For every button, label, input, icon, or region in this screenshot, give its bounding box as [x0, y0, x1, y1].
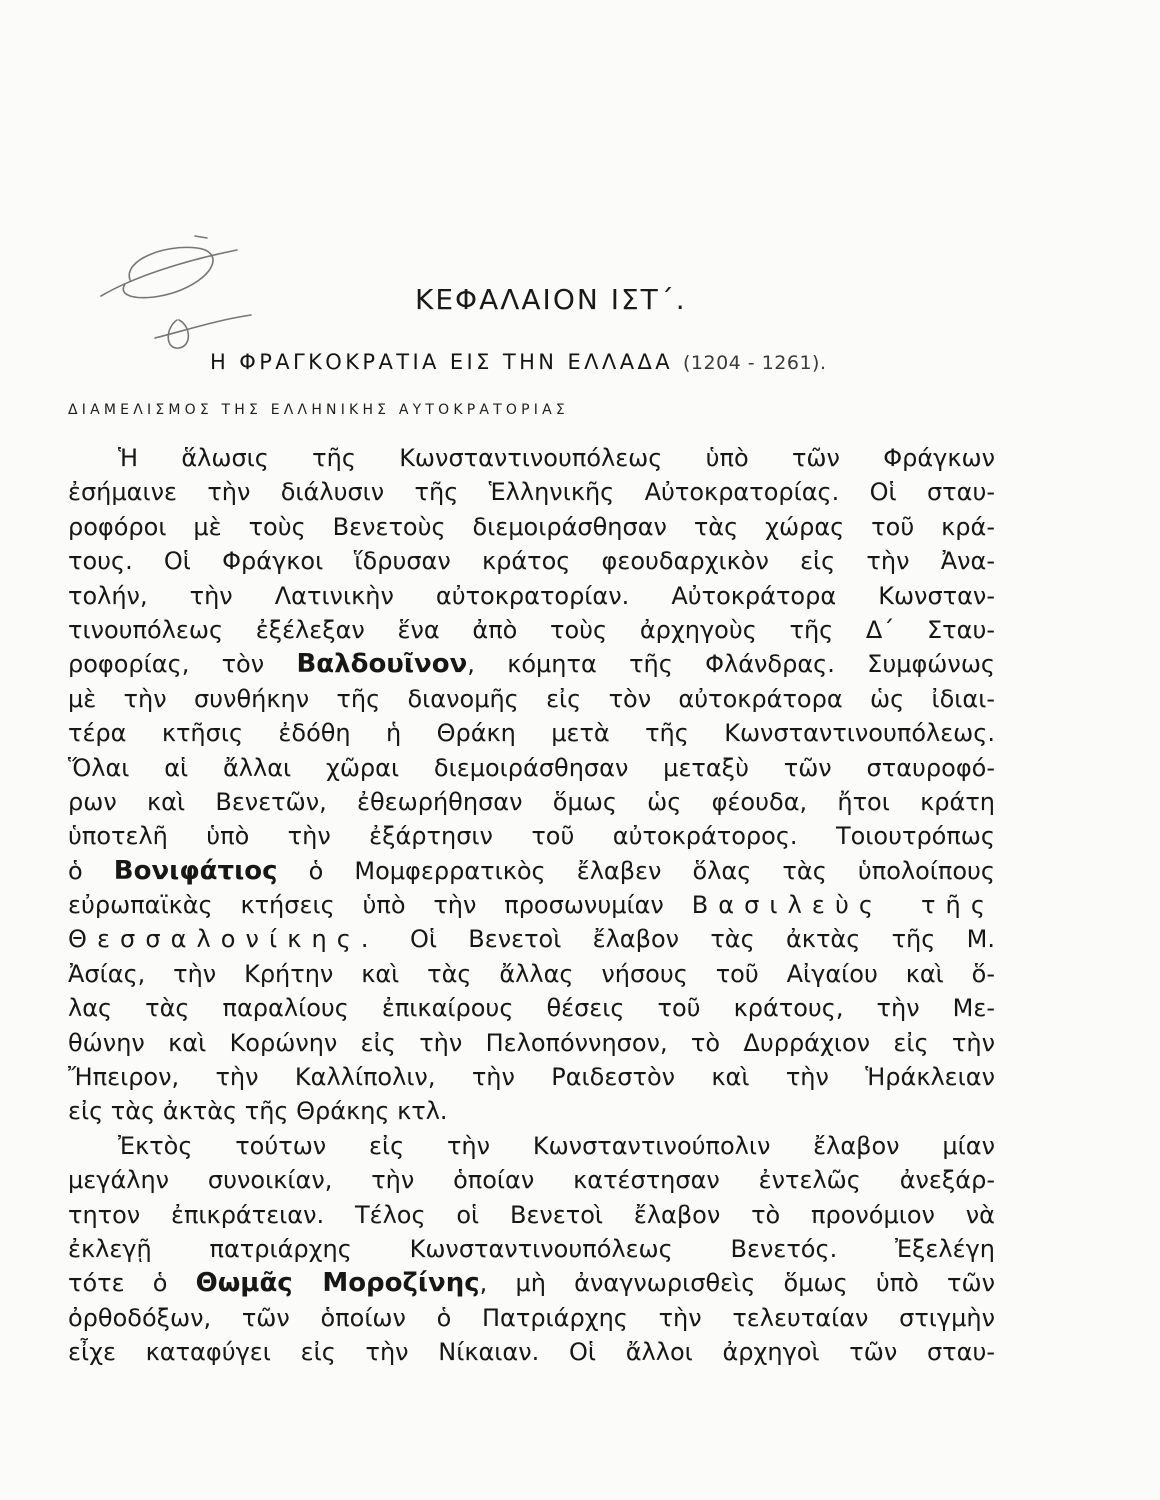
text-line: εἶχε καταφύγει εἰς τὴν Νίκαιαν. Οἱ ἄλλοι ἀρχηγοὶ τῶν σταυ- [68, 1338, 995, 1367]
text-line: τητον ἐπικράτειαν. Τέλος οἱ Βενετοὶ ἔλαβον τὸ προνόμιον νὰ [68, 1200, 995, 1229]
text-segment: ὁ Μομφερρατικὸς ἔλαβεν ὅλας τὰς ὑπολοίπους [277, 856, 995, 885]
text-segment: εὐρωπαϊκὰς κτήσεις ὑπὸ τὴν προσωνυμίαν [68, 891, 692, 920]
text-line: τινουπόλεως ἐξέλεξαν ἕνα ἀπὸ τοὺς ἀρχηγοὺς τῆς Δ΄ Σταυ- [68, 615, 995, 644]
text-line: τολήν, τὴν Λατινικὴν αὐτοκρατορίαν. Αὐτοκράτορα Κωνσταν- [68, 581, 995, 610]
text-line [68, 888, 995, 922]
text-line: Ἡ ἅλωσις τῆς Κωνσταντινουπόλεως ὑπὸ τῶν Φράγκων [118, 444, 995, 472]
text-line: τέρα κτῆσις ἐδόθη ἡ Θράκη μετὰ τῆς Κωνσταντινουπόλεως. [68, 719, 995, 748]
text-line: τους. Οἱ Φράγκοι ἵδρυσαν κράτος φεουδαρχικὸν εἰς τὴν Ἀνα- [68, 547, 995, 576]
text-segment: τότε ὁ [68, 1269, 196, 1298]
paragraph [68, 441, 995, 1129]
emphasized-name: Θωμᾶς Μοροζίνης [195, 1268, 480, 1299]
spaced-text: Θεσσαλονίκης. [68, 925, 379, 954]
text-line: Ἐκτὸς τούτων εἰς τὴν Κωνσταντινούπολιν ἔλαβον μίαν [118, 1131, 995, 1160]
text-line [68, 647, 995, 681]
text-segment: , μὴ ἀναγνωρισθεὶς ὅμως ὑπὸ τῶν [479, 1269, 995, 1298]
paragraph [68, 1129, 995, 1370]
text-line: Ἤπειρον, τὴν Καλλίπολιν, τὴν Ραιδεστὸν καὶ τὴν Ἡράκλειαν [68, 1063, 995, 1092]
chapter-subtitle [210, 350, 827, 374]
text-segment: Οἱ Βενετοὶ ἔλαβον τὰς ἀκτὰς τῆς Μ. [378, 925, 995, 954]
text-line: ρων καὶ Βενετῶν, ἐθεωρήθησαν ὅμως ὡς φέουδα, ἤτοι κράτη [68, 787, 995, 816]
text-line: λας τὰς παραλίους ἐπικαίρους θέσεις τοῦ κράτους, τὴν Με- [68, 994, 995, 1023]
text-line: εἰς τὰς ἀκτὰς τῆς Θράκης κτλ. [68, 1097, 448, 1126]
text-line: ἐκλεγῇ πατριάρχης Κωνσταντινουπόλεως Βενετός. Ἐξελέγη [68, 1234, 995, 1263]
subtitle-dates: (1204 - 1261). [683, 352, 827, 374]
text-line: Ὅλαι αἱ ἄλλαι χῶραι διεμοιράσθησαν μεταξὺ τῶν σταυροφό- [68, 753, 995, 782]
text-line: θώνην καὶ Κορώνην εἰς τὴν Πελοπόννησον, τὸ Δυρράχιον εἰς τὴν [68, 1028, 995, 1057]
text-line [68, 922, 995, 956]
text-line: ὀρθοδόξων, τῶν ὁποίων ὁ Πατριάρχης τὴν τελευταίαν στιγμὴν [68, 1303, 995, 1332]
text-line: Ἀσίας, τὴν Κρήτην καὶ τὰς ἄλλας νήσους τοῦ Αἰγαίου καὶ ὅ- [68, 959, 995, 988]
emphasized-name: Βαλδουῖνον [296, 649, 468, 680]
text-line [68, 1266, 995, 1300]
chapter-title: ΚΕΦΑΛΑΙΟΝ ΙΣΤ΄. [415, 283, 687, 316]
section-heading: ΔΙΑΜΕΛΙΣΜΟΣ ΤΗΣ ΕΛΛΗΝΙΚΗΣ ΑΥΤΟΚΡΑΤΟΡΙΑΣ [68, 402, 569, 418]
text-segment: ροφορίας, τὸν [68, 650, 297, 679]
text-segment: ὁ [68, 856, 114, 885]
text-line: ὑποτελῆ ὑπὸ τὴν ἐξάρτησιν τοῦ αὐτοκράτορος. Τοιουτρόπως [68, 822, 995, 851]
emphasized-name: Βονιφάτιος [113, 855, 278, 886]
text-line [68, 854, 995, 888]
text-line: ἐσήμαινε τὴν διάλυσιν τῆς Ἑλληνικῆς Αὐτοκρατορίας. Οἱ σταυ- [68, 478, 995, 507]
subtitle-text: Η ΦΡΑΓΚΟΚΡΑΤΙΑ ΕΙΣ ΤΗΝ ΕΛΛΑΔΑ [210, 350, 673, 374]
handwritten-pencil-mark [95, 220, 265, 360]
spaced-text: Βασιλεὺς τῆς [691, 891, 995, 920]
text-line: μὲ τὴν συνθήκην τῆς διανομῆς εἰς τὸν αὐτοκράτορα ὡς ἰδιαι- [68, 684, 995, 713]
body-text [68, 441, 995, 1370]
text-line: ροφόροι μὲ τοὺς Βενετοὺς διεμοιράσθησαν τὰς χώρας τοῦ κρά- [68, 512, 995, 541]
text-segment: , κόμητα τῆς Φλάνδρας. Συμφώνως [467, 650, 995, 679]
text-line: μεγάλην συνοικίαν, τὴν ὁποίαν κατέστησαν ἐντελῶς ἀνεξάρ- [68, 1166, 995, 1195]
